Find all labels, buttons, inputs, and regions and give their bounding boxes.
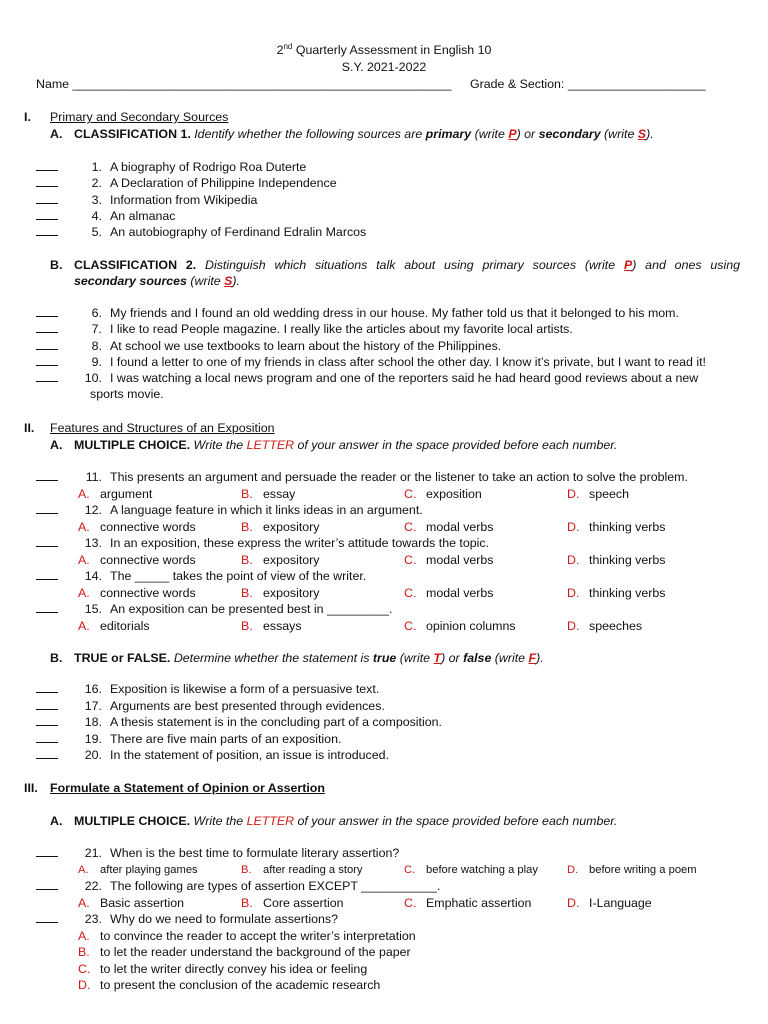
question-text: An exposition can be presented best in _________. — [110, 602, 393, 616]
choice-option[interactable] — [241, 552, 319, 568]
question-text: I like to read People magazine. I really like the articles about my favorite local artists. — [110, 322, 573, 337]
question-number: 2. — [91, 176, 102, 191]
choice-letter: D. — [567, 585, 580, 600]
choice-letter: C. — [404, 895, 417, 910]
choice-option[interactable] — [78, 618, 150, 634]
choice-option[interactable] — [78, 928, 416, 944]
mc-question — [36, 502, 423, 518]
question-text: Information from Wikipedia — [110, 192, 258, 207]
question-text: In an exposition, these express the writer’s attitude towards the topic. — [110, 536, 490, 550]
question-item — [36, 175, 337, 191]
question-item — [36, 159, 306, 175]
question-number: 14. — [84, 569, 102, 583]
answer-blank[interactable] — [36, 354, 58, 366]
choice-letter: D. — [567, 486, 580, 501]
choice-letter: A. — [78, 486, 90, 501]
choice-letter: A. — [78, 585, 90, 600]
mc-question — [36, 911, 338, 927]
choice-option[interactable] — [241, 862, 363, 878]
choice-letter: D. — [567, 519, 580, 534]
answer-blank[interactable] — [36, 370, 58, 382]
question-number: 11. — [85, 470, 102, 484]
question-text: A biography of Rodrigo Roa Duterte — [110, 160, 307, 174]
mc-question — [36, 535, 489, 551]
choice-option[interactable] — [404, 552, 494, 568]
question-number: 18. — [84, 715, 102, 729]
question-text: When is the best time to formulate literary assertion? — [110, 846, 400, 860]
choice-text: Basic assertion — [100, 895, 185, 910]
choice-text: opinion columns — [426, 618, 516, 633]
choice-text: Core assertion — [263, 895, 344, 910]
choice-option[interactable] — [404, 862, 538, 878]
choice-letter: D. — [567, 552, 580, 567]
question-text: In the statement of position, an issue is introduced. — [110, 748, 389, 762]
choice-option[interactable] — [78, 961, 367, 977]
choice-text: expository — [263, 519, 320, 534]
choice-letter: D. — [567, 618, 580, 633]
choice-option[interactable] — [78, 585, 196, 601]
question-text: A language feature in which it links ideas in an argument. — [110, 503, 423, 517]
question-number: 5. — [91, 225, 102, 240]
choice-option[interactable] — [78, 895, 184, 911]
question-text: At school we use textbooks to learn about the history of the Philippines. — [110, 338, 502, 353]
choice-text: Emphatic assertion — [426, 895, 532, 910]
choice-option[interactable] — [567, 862, 697, 878]
question-number: 17. — [84, 698, 102, 713]
answer-blank[interactable] — [36, 714, 58, 726]
answer-blank[interactable] — [36, 305, 58, 317]
answer-blank[interactable] — [36, 845, 58, 857]
choice-letter: B. — [78, 945, 90, 959]
answer-blank[interactable] — [36, 502, 58, 514]
answer-blank[interactable] — [36, 681, 58, 693]
page-title: 2nd Quarterly Assessment in English 10 — [276, 41, 492, 57]
question-text: I was watching a local news program and one of the reporters said he had heard good reviews about a new — [110, 371, 699, 386]
question-number: 7. — [91, 322, 102, 337]
choice-letter: B. — [241, 486, 253, 501]
choice-text: exposition — [426, 486, 482, 501]
choice-letter: D. — [78, 978, 91, 992]
question-text: There are five main parts of an exposition. — [110, 731, 342, 746]
question-number: 12. — [84, 503, 102, 517]
question-text: A Declaration of Philippine Independence — [110, 176, 337, 191]
choice-letter: C. — [404, 552, 417, 567]
question-number: 8. — [91, 338, 102, 353]
question-number: 20. — [84, 748, 102, 762]
answer-blank[interactable] — [36, 731, 58, 743]
school-year: S.Y. 2021-2022 — [341, 60, 427, 74]
answer-blank[interactable] — [36, 601, 58, 613]
question-item — [36, 321, 573, 337]
choice-text: essay — [263, 486, 296, 501]
choice-option[interactable] — [241, 486, 295, 502]
choice-letter: B. — [241, 552, 253, 567]
question-item — [36, 731, 341, 747]
question-number: 1. — [91, 160, 102, 174]
choice-option[interactable] — [567, 618, 642, 634]
question-text: The _____ takes the point of view of the writer. — [110, 569, 367, 583]
grade-section-field[interactable]: Grade & Section: ____________________ — [470, 77, 706, 91]
mc-question — [36, 469, 688, 485]
choice-option[interactable] — [241, 618, 302, 634]
choice-option[interactable] — [567, 585, 665, 601]
question-text: An autobiography of Ferdinand Edralin Marcos — [110, 225, 367, 240]
question-number: 22. — [84, 879, 102, 893]
choice-text: modal verbs — [426, 552, 494, 567]
answer-blank[interactable] — [36, 878, 58, 890]
section-1a-instruction: A. CLASSIFICATION 1. Identify whether the following sources are primary (write P) or secondary (write S). — [50, 127, 654, 141]
choice-option[interactable] — [78, 486, 152, 502]
choice-letter: C. — [78, 961, 91, 976]
choice-option[interactable] — [78, 552, 196, 568]
mc-question — [36, 568, 366, 584]
question-item — [36, 192, 257, 208]
mc-question — [36, 601, 392, 617]
answer-blank[interactable] — [36, 192, 58, 204]
question-number: 6. — [91, 306, 102, 320]
question-item — [36, 370, 698, 386]
choice-option[interactable] — [404, 895, 531, 911]
choice-text: expository — [263, 585, 320, 600]
section-1-heading: I. Primary and Secondary Sources — [24, 110, 229, 124]
choice-text: connective words — [100, 552, 196, 567]
choice-text: speech — [589, 486, 629, 501]
choice-text: speeches — [589, 618, 643, 633]
choice-option[interactable] — [241, 519, 319, 535]
choice-letter: B. — [241, 519, 253, 534]
choice-option[interactable] — [404, 585, 494, 601]
answer-blank[interactable] — [36, 224, 58, 236]
choice-letter: A. — [78, 863, 89, 876]
choice-option[interactable] — [404, 486, 482, 502]
choice-letter: D. — [567, 895, 580, 910]
question-item — [36, 224, 366, 240]
answer-blank[interactable] — [36, 747, 58, 759]
question-text: A thesis statement is in the concluding part of a composition. — [110, 715, 442, 729]
choice-letter: D. — [567, 863, 579, 876]
question-text: Exposition is likewise a form of a persuasive text. — [110, 682, 380, 696]
answer-blank[interactable] — [36, 321, 58, 333]
question-item — [36, 714, 442, 730]
section-2a-instruction: A. MULTIPLE CHOICE. Write the LETTER of your answer in the space provided before each number. — [50, 438, 618, 452]
choice-text: after playing games — [100, 863, 198, 876]
choice-option[interactable] — [567, 552, 665, 568]
section-3a-instruction: A. MULTIPLE CHOICE. Write the LETTER of your answer in the space provided before each number. — [50, 814, 618, 828]
mc-question — [36, 845, 399, 861]
choice-text: connective words — [100, 585, 196, 600]
choice-option[interactable] — [78, 944, 411, 960]
question-item — [36, 747, 389, 763]
choice-text: to let the reader understand the background of the paper — [100, 945, 411, 959]
question-number: 3. — [91, 192, 102, 207]
choice-letter: B. — [241, 895, 253, 910]
question-text: This presents an argument and persuade the reader or the listener to take an action to solve the problem. — [110, 470, 688, 484]
section-3-heading: III. Formulate a Statement of Opinion or Assertion — [24, 781, 325, 795]
answer-blank[interactable] — [36, 698, 58, 710]
choice-text: to convince the reader to accept the writer’s interpretation — [100, 928, 416, 943]
choice-text: to let the writer directly convey his idea or feeling — [100, 961, 368, 976]
answer-blank[interactable] — [36, 911, 58, 923]
question-text: I found a letter to one of my friends in class after school the other day. I know it’s private, but I want to read it! — [110, 354, 706, 369]
question-number: 16. — [84, 682, 102, 696]
choice-option[interactable] — [241, 895, 344, 911]
choice-text: to present the conclusion of the academic research — [100, 978, 381, 992]
answer-blank[interactable] — [36, 338, 58, 350]
answer-blank[interactable] — [36, 175, 58, 187]
question-text: Why do we need to formulate assertions? — [110, 912, 338, 926]
section-2-heading: II. Features and Structures of an Exposition — [24, 421, 275, 435]
section-1b-instruction: B. CLASSIFICATION 2. Distinguish which situations talk about using primary sources (write P) and ones using secondary sources (write S). — [50, 258, 740, 289]
choice-text: essays — [263, 618, 302, 633]
answer-blank[interactable] — [36, 469, 58, 481]
choice-option[interactable] — [78, 519, 196, 535]
choice-letter: A. — [78, 928, 90, 943]
choice-letter: C. — [404, 585, 417, 600]
question-number: 10. — [84, 371, 102, 386]
choice-option[interactable] — [404, 519, 494, 535]
section-2b-instruction: B. TRUE or FALSE. Determine whether the statement is true (write T) or false (write F). — [50, 651, 544, 665]
question-item — [36, 354, 706, 370]
choice-letter: C. — [404, 618, 417, 633]
name-field[interactable]: Name _______________________________________________________ — [36, 77, 452, 91]
choice-text: connective words — [100, 519, 196, 534]
choice-text: after reading a story — [263, 863, 363, 876]
question-number: 19. — [84, 731, 102, 746]
answer-blank[interactable] — [36, 568, 58, 580]
mc-question — [36, 878, 440, 894]
question-text: Arguments are best presented through evidences. — [110, 698, 385, 713]
choice-option[interactable] — [404, 618, 516, 634]
question-item — [36, 208, 175, 224]
choice-letter: B. — [241, 618, 253, 633]
question-number: 23. — [84, 912, 102, 926]
question-item — [36, 698, 385, 714]
question-text-continued: sports movie. — [90, 387, 164, 402]
question-item — [36, 338, 501, 354]
choice-letter: A. — [78, 618, 90, 633]
question-number: 21. — [84, 846, 102, 860]
question-item — [36, 681, 379, 697]
choice-text: before watching a play — [426, 863, 538, 876]
choice-option[interactable] — [567, 519, 665, 535]
answer-blank[interactable] — [36, 535, 58, 547]
choice-text: before writing a poem — [589, 863, 697, 876]
choice-text: I-Language — [589, 895, 652, 910]
choice-text: modal verbs — [426, 519, 494, 534]
answer-blank[interactable] — [36, 159, 58, 171]
choice-option[interactable] — [78, 977, 380, 993]
choice-letter: B. — [241, 585, 253, 600]
question-number: 15. — [84, 602, 102, 616]
question-item — [36, 305, 679, 321]
choice-option[interactable] — [241, 585, 319, 601]
choice-option[interactable] — [567, 895, 652, 911]
choice-letter: C. — [404, 519, 417, 534]
answer-blank[interactable] — [36, 208, 58, 220]
choice-text: modal verbs — [426, 585, 494, 600]
question-text: My friends and I found an old wedding dress in our house. My father told us that it belonged to his mom. — [110, 306, 679, 320]
choice-letter: A. — [78, 552, 90, 567]
choice-text: editorials — [100, 618, 150, 633]
choice-option[interactable] — [567, 486, 629, 502]
question-text: The following are types of assertion EXCEPT ___________. — [110, 879, 441, 893]
question-number: 4. — [91, 208, 102, 223]
choice-letter: C. — [404, 863, 416, 876]
question-number: 9. — [91, 354, 102, 369]
choice-text: thinking verbs — [589, 519, 666, 534]
choice-letter: C. — [404, 486, 417, 501]
choice-letter: A. — [78, 895, 90, 910]
choice-text: argument — [100, 486, 153, 501]
choice-text: thinking verbs — [589, 585, 666, 600]
choice-option[interactable] — [78, 862, 198, 878]
choice-text: expository — [263, 552, 320, 567]
choice-letter: A. — [78, 519, 90, 534]
question-text: An almanac — [110, 208, 176, 223]
choice-letter: B. — [241, 863, 252, 876]
question-number: 13. — [84, 536, 102, 550]
choice-text: thinking verbs — [589, 552, 666, 567]
